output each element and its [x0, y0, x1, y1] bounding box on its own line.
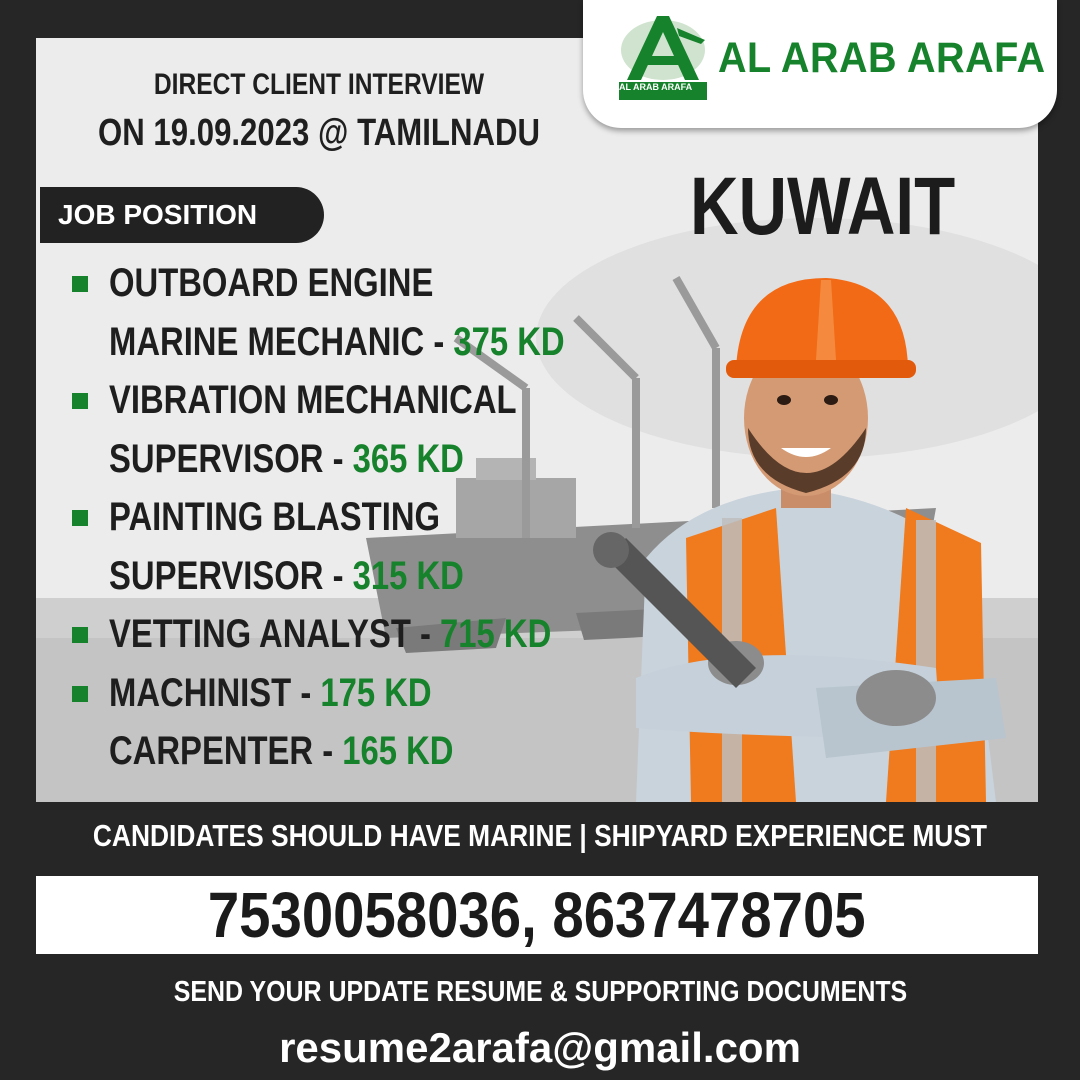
bullet-icon: [72, 510, 88, 526]
job-title: CARPENTER -: [109, 729, 343, 773]
bullet-icon: [72, 393, 88, 409]
job-title: MACHINIST -: [109, 670, 321, 715]
phone-box: [36, 876, 1038, 954]
send-instructions-text: SEND YOUR UPDATE RESUME & SUPPORTING DOCUMENTS: [173, 976, 907, 1008]
job-salary: 175 KD: [320, 670, 432, 715]
job-title: VIBRATION MECHANICAL: [109, 378, 517, 422]
job-title: VETTING ANALYST -: [109, 612, 441, 656]
job-title: MARINE MECHANIC -: [109, 319, 454, 364]
job-position-label-pill: [40, 187, 324, 243]
interview-title: DIRECT CLIENT INTERVIEW: [153, 68, 485, 101]
job-title: PAINTING BLASTING: [109, 495, 441, 539]
job-salary: 715 KD: [440, 612, 552, 656]
job-salary: 165 KD: [342, 729, 454, 773]
phone-numbers[interactable]: 7530058036, 8637478705: [208, 879, 866, 951]
country-title: KUWAIT: [690, 161, 956, 252]
send-instructions: [0, 976, 1080, 1009]
job-title: SUPERVISOR -: [109, 553, 353, 598]
logo-small-label: AL ARAB ARAFA: [619, 82, 693, 92]
brand-logo-card: [583, 0, 1057, 128]
job-position-label: JOB POSITION: [58, 199, 258, 230]
bullet-icon: [72, 276, 88, 292]
job-salary: 365 KD: [352, 436, 464, 481]
bullet-icon: [72, 686, 88, 702]
experience-requirement-text: CANDIDATES SHOULD HAVE MARINE | SHIPYARD EXPERIENCE MUST: [92, 818, 988, 853]
job-title: SUPERVISOR -: [109, 436, 353, 481]
bullet-icon: [72, 627, 88, 643]
job-salary: 315 KD: [352, 553, 464, 598]
interview-date-location: ON 19.09.2023 @ TAMILNADU: [98, 112, 540, 154]
contact-email[interactable]: resume2arafa@gmail.com: [279, 1024, 801, 1071]
experience-requirement: [0, 818, 1080, 854]
brand-name: AL ARAB ARAFA: [718, 34, 1046, 82]
job-salary: 375 KD: [453, 319, 565, 364]
job-title: OUTBOARD ENGINE: [109, 261, 434, 305]
